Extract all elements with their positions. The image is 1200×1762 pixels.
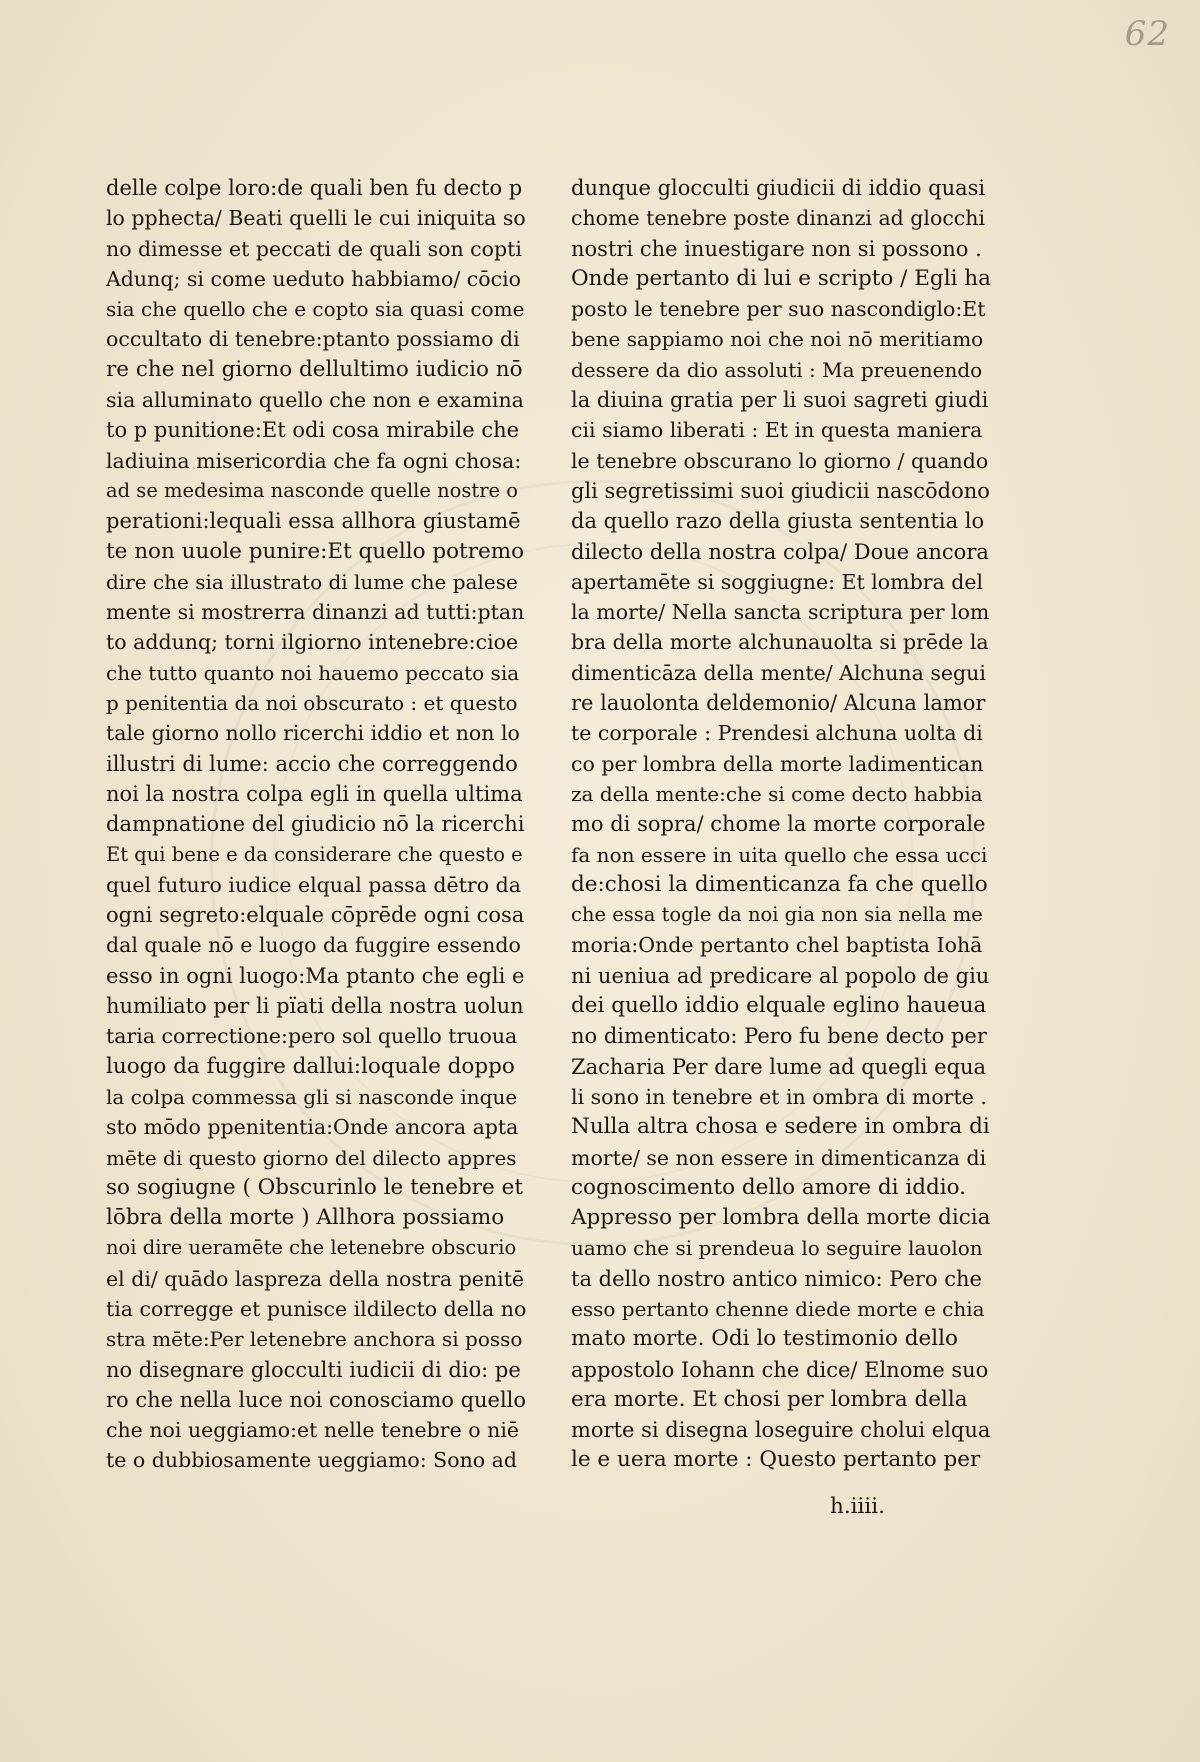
text-line: la diuina gratia per li suoi sagreti giudi xyxy=(571,388,989,413)
text-line: ad se medesima nasconde quelle nostre o xyxy=(106,478,519,502)
signature-mark: h.iiii. xyxy=(830,1494,886,1519)
text-line: re lauolonta deldemonio/ Alcuna lamor xyxy=(571,691,986,716)
left-text-column xyxy=(106,173,526,1476)
text-line: sto mōdo ppenitentia:Onde ancora apta xyxy=(106,1115,519,1140)
text-line: esso pertanto chenne diede morte e chia xyxy=(571,1296,985,1321)
text-line: apertamēte si soggiugne: Et lombra del xyxy=(571,569,984,594)
text-line: no disegnare glocculti iudicii di dio: pe xyxy=(106,1357,521,1382)
text-line: cognoscimento dello amore di iddio. xyxy=(571,1174,967,1200)
text-line: taria correctione:pero sol quello truoua xyxy=(106,1024,518,1049)
text-line: morte/ se non essere in dimenticanza di xyxy=(571,1145,987,1170)
text-line: mēte di questo giorno del dilecto appres xyxy=(106,1145,517,1170)
text-line: dunque glocculti giudicii di iddio quasi xyxy=(571,176,986,200)
text-line: appostolo Iohann che dice/ Elnome suo xyxy=(571,1357,989,1382)
text-line: de:chosi la dimenticanza fa che quello xyxy=(571,871,988,897)
text-line: che tutto quanto noi hauemo peccato sia xyxy=(106,660,520,685)
text-line: uamo che si prendeua lo seguire lauolon xyxy=(571,1236,983,1261)
text-line: posto le tenebre per suo nascondiglo:Et xyxy=(571,297,986,322)
text-line: te non uuole punire:Et quello potremo xyxy=(106,538,525,564)
text-line: dilecto della nostra colpa/ Doue ancora xyxy=(571,539,989,564)
text-line: humiliato per li pїati della nostra uolun xyxy=(106,994,524,1019)
text-line: re che nel giorno dellultimo iudicio nō xyxy=(106,356,523,382)
text-line: noi la nostra colpa egli in quella ultima xyxy=(106,781,523,806)
text-line: luogo da fuggire dallui:loquale doppo xyxy=(106,1053,515,1079)
text-line: sia che quello che e copto sia quasi come xyxy=(106,297,525,322)
text-line: cii siamo liberati : Et in questa maniera xyxy=(571,418,983,443)
right-text-column xyxy=(571,173,991,1476)
text-line: no dimesse et peccati de quali son copti xyxy=(106,236,522,261)
text-line: to addunq; torni ilgiorno intenebre:cioe xyxy=(106,630,519,655)
text-line: da quello razo della giusta sententia lo xyxy=(571,509,985,534)
text-line: Onde pertanto di lui e scripto / Egli ha xyxy=(571,265,991,291)
text-line: stra mēte:Per letenebre anchora si posso xyxy=(106,1327,523,1352)
text-line: gli segretissimi suoi giudicii nascōdono xyxy=(571,478,990,503)
text-line: to p punitione:Et odi cosa mirabile che xyxy=(106,418,520,443)
text-line: perationi:lequali essa allhora giustamē xyxy=(106,509,521,534)
text-line: era morte. Et chosi per lombra della xyxy=(571,1386,968,1412)
text-line: mato morte. Odi lo testimonio dello xyxy=(571,1326,958,1352)
text-line: la colpa commessa gli si nasconde inque xyxy=(106,1084,518,1109)
text-line: Adunq; si come ueduto habbiamo/ cōcio xyxy=(106,266,521,291)
text-line: delle colpe loro:de quali ben fu decto p xyxy=(106,176,523,200)
text-line: el di/ quādo laspreza della nostra penitē xyxy=(106,1266,525,1291)
text-line: sia alluminato quello che non e examina xyxy=(106,388,524,413)
text-line: lo pphecta/ Beati quelli le cui iniquita so xyxy=(106,206,526,231)
text-line: che essa togle da noi gia non sia nella me xyxy=(571,903,983,927)
text-line: co per lombra della morte ladimentican xyxy=(571,751,984,776)
folio-number: 62 xyxy=(1124,14,1170,54)
text-line: bene sappiamo noi che noi nō meritiamo xyxy=(571,327,984,352)
text-line: p penitentia da noi obscurato : et questo xyxy=(106,691,518,716)
text-line: Zacharia Per dare lume ad quegli equa xyxy=(571,1054,987,1079)
text-line: ladiuina misericordia che fa ogni chosa: xyxy=(106,448,522,473)
text-line: esso in ogni luogo:Ma ptanto che egli e xyxy=(106,963,525,988)
text-line: mente si mostrerra dinanzi ad tutti:ptan xyxy=(106,600,525,625)
text-line: so sogiugne ( Obscurinlo le tenebre et xyxy=(106,1174,523,1200)
text-line: te o dubbiosamente ueggiamo: Sono ad xyxy=(106,1448,517,1473)
text-line: tale giorno nollo ricerchi iddio et non lo xyxy=(106,721,520,746)
text-line: ro che nella luce noi conosciamo quello xyxy=(106,1387,526,1412)
text-line: le e uera morte : Questo pertanto per xyxy=(571,1447,981,1473)
text-line: quel futuro iudice elqual passa dētro da xyxy=(106,872,521,897)
text-line: la morte/ Nella sancta scriptura per lom xyxy=(571,600,990,625)
text-line: mo di sopra/ chome la morte corporale xyxy=(571,812,986,837)
text-line: fa non essere in uita quello che essa ucci xyxy=(571,842,988,867)
text-line: illustri di lume: accio che correggendo xyxy=(106,751,518,776)
text-line: dal quale nō e luogo da fuggire essendo xyxy=(106,933,521,958)
text-line: occultato di tenebre:ptanto possiamo di xyxy=(106,327,520,352)
text-line: lōbra della morte ) Allhora possiamo xyxy=(106,1205,505,1231)
text-line: dimenticāza della mente/ Alchuna segui xyxy=(571,660,986,685)
text-line: moria:Onde pertanto chel baptista Iohā xyxy=(571,933,983,958)
text-line: nostri che inuestigare non si possono . xyxy=(571,236,982,261)
text-line: Nulla altra chosa e sedere in ombra di xyxy=(571,1114,990,1140)
text-line: chome tenebre poste dinanzi ad glocchi xyxy=(571,206,986,231)
text-line: che noi ueggiamo:et nelle tenebre o niē xyxy=(106,1418,520,1443)
text-line: dei quello iddio elquale eglino haueua xyxy=(571,993,987,1019)
text-line: te corporale : Prendesi alchuna uolta di xyxy=(571,721,983,746)
text-line: tia corregge et punisce ildilecto della no xyxy=(106,1296,526,1321)
text-line: ogni segreto:elquale cōprēde ogni cosa xyxy=(106,903,525,928)
text-line: ta dello nostro antico nimico: Pero che xyxy=(571,1266,982,1291)
text-line: dessere da dio assoluti : Ma preuenendo xyxy=(571,357,983,382)
text-line: ni ueniua ad predicare al popolo de giu xyxy=(571,963,990,988)
text-line: bra della morte alchunauolta si prēde la xyxy=(571,630,989,655)
text-line: noi dire ueramēte che letenebre obscurio xyxy=(106,1236,517,1260)
text-line: za della mente:che si come decto habbia xyxy=(571,781,983,806)
text-line: dampnatione del giudicio nō la ricerchi xyxy=(106,812,525,837)
text-line: morte si disegna loseguire cholui elqua xyxy=(571,1418,991,1443)
text-line: Appresso per lombra della morte dicia xyxy=(571,1205,991,1231)
text-line: Et qui bene e da considerare che questo e xyxy=(106,842,523,866)
text-line: li sono in tenebre et in ombra di morte . xyxy=(571,1084,987,1109)
text-line: no dimenticato: Pero fu bene decto per xyxy=(571,1024,987,1049)
text-line: le tenebre obscurano lo giorno / quando xyxy=(571,448,989,473)
text-line: dire che sia illustrato di lume che palese xyxy=(106,569,518,594)
